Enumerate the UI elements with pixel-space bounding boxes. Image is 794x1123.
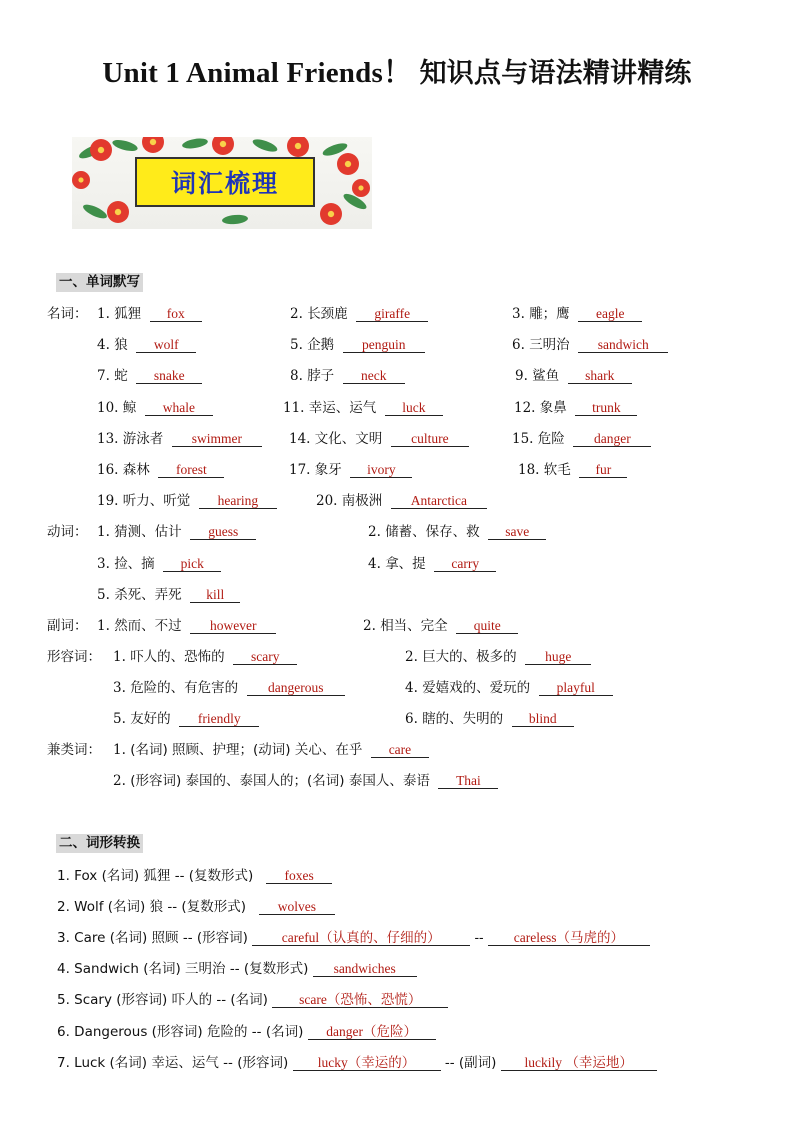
answer-blank: wolf bbox=[136, 337, 196, 353]
noun-item: 1. 狐狸 fox bbox=[97, 305, 202, 323]
noun-item: 19. 听力、听觉 hearing bbox=[97, 492, 277, 510]
answer-blank: luck bbox=[385, 400, 443, 416]
verb-item: 1. 猜测、估计 guess bbox=[97, 523, 256, 541]
answer-blank: quite bbox=[456, 618, 518, 634]
adverb-item: 1. 然而、不过 however bbox=[97, 617, 276, 635]
conversion-item: 5. Scary (形容词) 吓人的 -- (名词) scare（恐怖、恐慌） bbox=[57, 991, 448, 1009]
adverb-item: 2. 相当、完全 quite bbox=[363, 617, 518, 635]
answer-blank: hearing bbox=[199, 493, 277, 509]
noun-item: 17. 象牙 ivory bbox=[289, 461, 412, 479]
answer-blank: trunk bbox=[575, 400, 637, 416]
conversion-item: 1. Fox (名词) 狐狸 -- (复数形式) foxes bbox=[57, 867, 332, 885]
answer-blank: whale bbox=[145, 400, 213, 416]
answer-blank: lucky（幸运的） bbox=[293, 1055, 441, 1071]
answer-blank: huge bbox=[525, 649, 591, 665]
answer-blank: however bbox=[190, 618, 276, 634]
verb-item: 5. 杀死、弄死 kill bbox=[97, 586, 240, 604]
answer-blank: pick bbox=[163, 556, 221, 572]
noun-item: 13. 游泳者 swimmer bbox=[97, 430, 262, 448]
multiclass-item: 1. (名词) 照顾、护理；(动词) 关心、在乎 care bbox=[113, 741, 429, 759]
answer-blank: scare（恐怖、恐慌） bbox=[272, 992, 448, 1008]
answer-blank: shark bbox=[568, 368, 632, 384]
answer-blank: playful bbox=[539, 680, 613, 696]
answer-blank: guess bbox=[190, 524, 256, 540]
answer-blank: snake bbox=[136, 368, 202, 384]
noun-item: 12. 象鼻 trunk bbox=[514, 399, 637, 417]
multiclass-item: 2. (形容词) 泰国的、泰国人的；(名词) 泰国人、泰语 Thai bbox=[113, 772, 498, 790]
answer-blank: carry bbox=[434, 556, 496, 572]
answer-blank: fur bbox=[579, 462, 627, 478]
noun-item: 2. 长颈鹿 giraffe bbox=[290, 305, 428, 323]
conversion-item: 4. Sandwich (名词) 三明治 -- (复数形式) sandwiches bbox=[57, 960, 417, 978]
noun-item: 3. 雕；鹰 eagle bbox=[512, 305, 642, 323]
verb-item: 4. 拿、提 carry bbox=[368, 555, 496, 573]
adverb-category: 副词： bbox=[47, 618, 88, 634]
multiclass-category: 兼类词： bbox=[47, 742, 101, 758]
answer-blank: dangerous bbox=[247, 680, 345, 696]
answer-blank: culture bbox=[391, 431, 469, 447]
answer-blank: careful（认真的、仔细的） bbox=[252, 930, 470, 946]
noun-item: 9. 鲨鱼 shark bbox=[515, 367, 632, 385]
noun-item: 18. 软毛 fur bbox=[518, 461, 627, 479]
noun-item: 10. 鲸 whale bbox=[97, 399, 213, 417]
banner-label-box bbox=[135, 157, 315, 207]
answer-blank: wolves bbox=[259, 899, 335, 915]
answer-blank: giraffe bbox=[356, 306, 428, 322]
noun-item: 4. 狼 wolf bbox=[97, 336, 196, 354]
conversion-item: 7. Luck (名词) 幸运、运气 -- (形容词) lucky（幸运的） -- (副词) luckily （幸运地） bbox=[57, 1054, 657, 1072]
answer-blank: foxes bbox=[266, 868, 332, 884]
answer-blank: neck bbox=[343, 368, 405, 384]
answer-blank: danger（危险） bbox=[308, 1024, 436, 1040]
conversion-item: 2. Wolf (名词) 狼 -- (复数形式) wolves bbox=[57, 898, 335, 916]
noun-item: 15. 危险 danger bbox=[512, 430, 651, 448]
noun-item: 14. 文化、文明 culture bbox=[289, 430, 469, 448]
answer-blank: sandwich bbox=[578, 337, 668, 353]
noun-item: 20. 南极洲 Antarctica bbox=[316, 492, 487, 510]
answer-blank: blind bbox=[512, 711, 574, 727]
answer-blank: Antarctica bbox=[391, 493, 487, 509]
page-title bbox=[0, 50, 794, 91]
verb-item: 2. 储蓄、保存、救 save bbox=[368, 523, 546, 541]
answer-blank: friendly bbox=[179, 711, 259, 727]
adjective-item: 2. 巨大的、极多的 huge bbox=[405, 648, 591, 666]
vocab-banner bbox=[72, 137, 372, 229]
answer-blank: scary bbox=[233, 649, 297, 665]
noun-category: 名词： bbox=[47, 306, 88, 322]
noun-item: 6. 三明治 sandwich bbox=[512, 336, 668, 354]
noun-item: 7. 蛇 snake bbox=[97, 367, 202, 385]
answer-blank: fox bbox=[150, 306, 202, 322]
answer-blank: eagle bbox=[578, 306, 642, 322]
adjective-item: 6. 瞎的、失明的 blind bbox=[405, 710, 574, 728]
answer-blank: penguin bbox=[343, 337, 425, 353]
answer-blank: Thai bbox=[438, 773, 498, 789]
adjective-item: 4. 爱嬉戏的、爱玩的 playful bbox=[405, 679, 613, 697]
answer-blank: careless（马虎的） bbox=[488, 930, 650, 946]
conversion-item: 6. Dangerous (形容词) 危险的 -- (名词) danger（危险） bbox=[57, 1023, 436, 1041]
conversion-item: 3. Care (名词) 照顾 -- (形容词) careful（认真的、仔细的） -- careless（马虎的） bbox=[57, 929, 650, 947]
answer-blank: kill bbox=[190, 587, 240, 603]
answer-blank: forest bbox=[158, 462, 224, 478]
answer-blank: sandwiches bbox=[313, 961, 417, 977]
adjective-item: 3. 危险的、有危害的 dangerous bbox=[113, 679, 345, 697]
noun-item: 8. 脖子 neck bbox=[290, 367, 405, 385]
section2-heading: 二、词形转换 bbox=[56, 834, 143, 853]
answer-blank: ivory bbox=[350, 462, 412, 478]
noun-item: 11. 幸运、运气 luck bbox=[283, 399, 443, 417]
banner-text: 词汇梳理 bbox=[170, 169, 279, 198]
adjective-item: 1. 吓人的、恐怖的 scary bbox=[113, 648, 297, 666]
title-en: Unit 1 Animal Friends！ bbox=[102, 57, 413, 89]
adjective-category: 形容词： bbox=[47, 649, 101, 665]
answer-blank: care bbox=[371, 742, 429, 758]
verb-category: 动词： bbox=[47, 524, 88, 540]
noun-item: 16. 森林 forest bbox=[97, 461, 224, 479]
answer-blank: swimmer bbox=[172, 431, 262, 447]
adjective-item: 5. 友好的 friendly bbox=[113, 710, 259, 728]
answer-blank: luckily （幸运地） bbox=[501, 1055, 657, 1071]
answer-blank: save bbox=[488, 524, 546, 540]
title-cn: 知识点与语法精讲精练 bbox=[419, 58, 692, 89]
answer-blank: danger bbox=[573, 431, 651, 447]
noun-item: 5. 企鹅 penguin bbox=[290, 336, 425, 354]
verb-item: 3. 捡、摘 pick bbox=[97, 555, 221, 573]
section1-heading: 一、单词默写 bbox=[56, 273, 143, 292]
